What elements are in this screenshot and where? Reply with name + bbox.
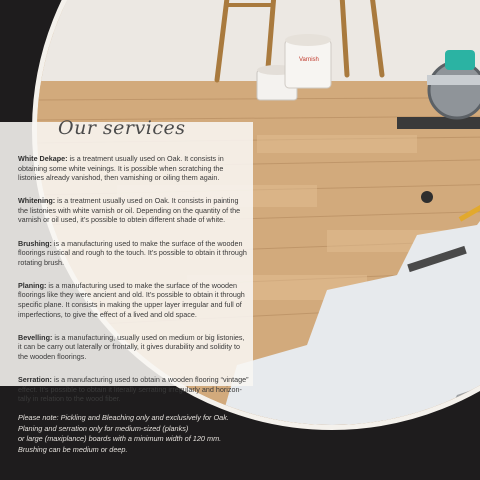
note-line: Please note: Pickling and Bleaching only and exclusively for Oak. <box>18 413 229 422</box>
bucket-label: Varnish <box>299 57 319 63</box>
service-description: is a manufacturing used to obtain a wooden flooring “vintage” effect. It’s possible to obtain it literally serrating irregularly and horizon-tally in relation to the wood fiber. <box>18 375 249 404</box>
service-description: is a manufacturing used to make the surface of the wooden floorings like they were ancient and old. It’s possible to obtain it through specific plane. It consists in making the upper layer irregular and full of imperfections, to give the effect of a lived and old space. <box>18 280 245 319</box>
service-white-dekape <box>18 154 250 183</box>
service-bevelling <box>18 333 250 362</box>
service-name: Whitening: <box>18 196 56 206</box>
service-name: Serration: <box>18 375 52 384</box>
tape-measure-icon <box>421 191 433 203</box>
service-planing <box>18 281 250 319</box>
note-line: Planing and serration only for medium-sized (planks) <box>18 423 189 433</box>
service-whitening <box>18 196 250 225</box>
service-name: Brushing: <box>18 238 52 248</box>
services-list <box>18 154 250 417</box>
please-note <box>18 413 318 455</box>
service-serration <box>18 375 250 404</box>
service-brushing <box>18 239 250 268</box>
service-name: Bevelling: <box>18 332 53 342</box>
section-title: Our services <box>58 117 186 139</box>
service-description: is a treatment usually used on Oak. It consists in painting the listonies with white varnish or oil. Depending on the quantity of the varnish or oil used, it’s possible to obtein different shade of white. <box>18 196 241 225</box>
service-description: is a manufacturing, usually used on medium or big listonies, it can be carry out laterally or frontally, it gives durability and solidity to the wooden floorings. <box>18 332 245 361</box>
service-name: Planing: <box>18 280 47 290</box>
note-line: or large (maxiplance) boards with a minimum width of 120 mm. <box>18 434 222 444</box>
note-line: Brushing can be medium or deep. <box>18 444 128 454</box>
service-name: White Dekape: <box>18 154 68 163</box>
service-description: is a manufacturing used to make the surface of the wooden floorings rustical and rough to the touch. It’s possible to obtain it through rotating brush. <box>18 238 247 267</box>
service-description: is a treatment usually used on Oak. It consists in obtaining some white veinings. It is possible when scratching the listonies already vanishod, then vamishing or oiling them again. <box>18 154 224 183</box>
